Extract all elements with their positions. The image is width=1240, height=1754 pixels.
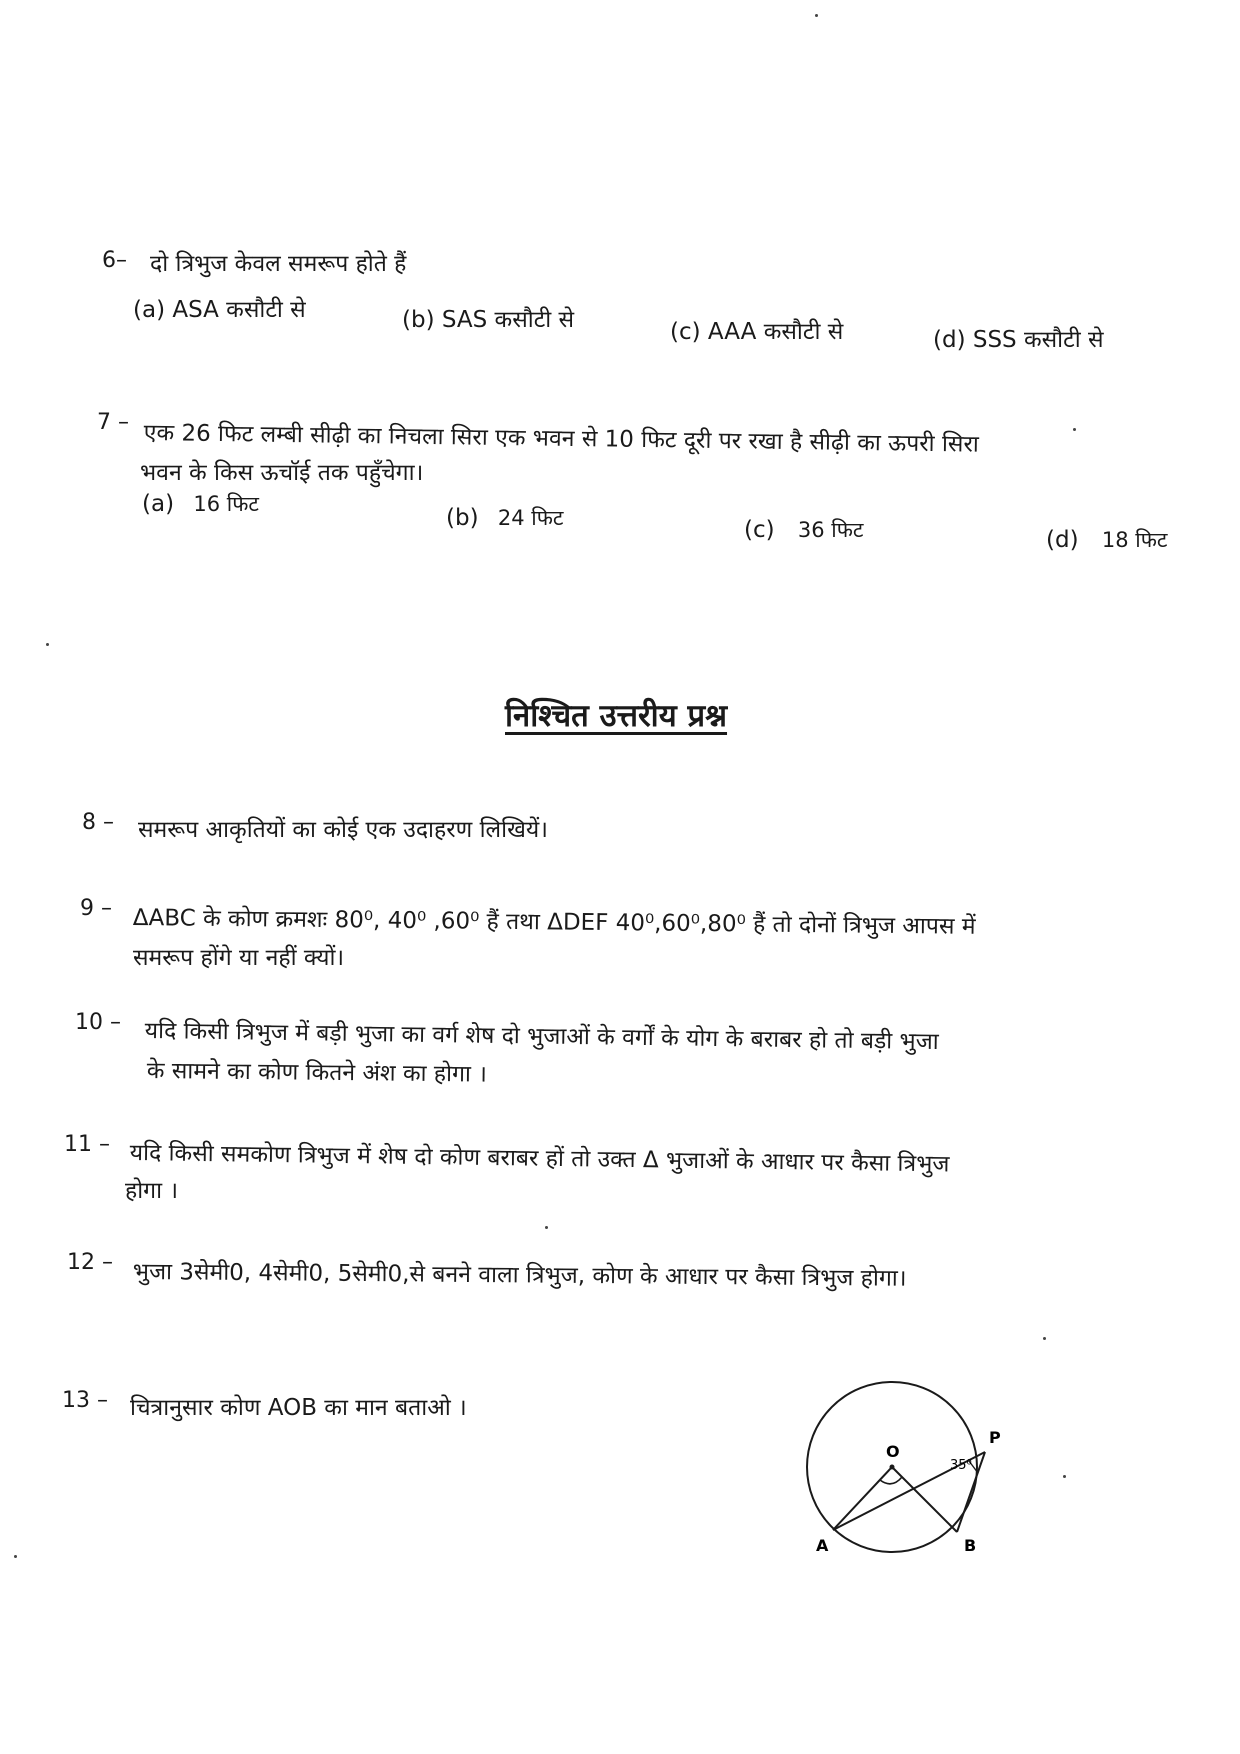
scan-speck [1043, 1337, 1046, 1340]
scan-speck [14, 1555, 17, 1558]
question-8-number: 8 – [82, 810, 114, 835]
radius-ob [892, 1467, 957, 1532]
question-6-text: दो त्रिभुज केवल समरूप होते हैं [150, 251, 407, 277]
option-a-label: (a) [142, 491, 175, 517]
question-11-line-2: होगा । [125, 1178, 179, 1204]
option-c-value: 36 फिट [797, 518, 864, 542]
question-6-option-a: (a) ASA कसौटी से [133, 297, 306, 323]
question-6-number: 6– [102, 248, 127, 273]
option-d-label: (d) [1046, 527, 1079, 553]
question-11-line-1: यदि किसी समकोण त्रिभुज में शेष दो कोण बराबर हों तो उक्त Δ भुजाओं के आधार पर कैसा त्रिभुज [129, 1139, 950, 1178]
center-point [890, 1465, 895, 1470]
question-7-line-1: एक 26 फिट लम्बी सीढ़ी का निचला सिरा एक भवन से 10 फिट दूरी पर रखा है सीढ़ी का ऊपरी सिरा [143, 419, 979, 458]
label-b: B [964, 1536, 977, 1555]
question-7-option-a [142, 490, 259, 518]
question-6-option-b: (b) SAS कसौटी से [402, 307, 575, 333]
question-9-line-1: ΔABC के कोण क्रमशः 80⁰, 40⁰ ,60⁰ हैं तथा ΔDEF 40⁰,60⁰,80⁰ हैं तो दोनों त्रिभुज आपस में [132, 904, 976, 940]
label-o: O [886, 1442, 900, 1461]
label-angle-35: 35⁰ [950, 1458, 972, 1473]
question-6-option-c: (c) AAA कसौटी से [670, 319, 844, 345]
label-p: P [989, 1428, 1001, 1447]
scan-speck [545, 1226, 548, 1229]
question-10-number: 10 – [75, 1010, 121, 1035]
question-7-option-c [744, 516, 864, 544]
option-a-value: 16 फिट [193, 492, 259, 516]
question-8-line-1: समरूप आकृतियों का कोई एक उदाहरण लिखियें। [138, 817, 548, 843]
question-9-number: 9 – [80, 896, 112, 921]
scan-speck [1073, 428, 1076, 431]
question-12-number: 12 – [67, 1250, 113, 1275]
radius-oa [833, 1467, 892, 1530]
scan-speck [46, 643, 49, 646]
label-a: A [816, 1536, 829, 1555]
option-d-value: 18 फिट [1101, 528, 1168, 552]
question-7-number: 7 – [97, 410, 129, 435]
circle-figure [780, 1365, 1010, 1565]
question-11-number: 11 – [64, 1132, 110, 1157]
question-7-line-2: भवन के किस ऊचॉई तक पहुँचेगा। [140, 460, 424, 486]
scan-speck [815, 14, 818, 17]
question-7-option-b [446, 504, 563, 532]
question-7-option-d [1046, 526, 1167, 554]
option-b-value: 24 फिट [497, 506, 564, 530]
question-10-line-1: यदि किसी त्रिभुज में बड़ी भुजा का वर्ग शेष दो भुजाओं के वर्गों के योग के बराबर हो तो बड़ी भुजा [144, 1017, 939, 1056]
angle-aob-arc [880, 1477, 902, 1484]
option-b-label: (b) [446, 505, 479, 531]
question-13-number: 13 – [62, 1388, 108, 1413]
question-12-line-1: भुजा 3सेमी0, 4सेमी0, 5सेमी0,से बनने वाला त्रिभुज, कोण के आधार पर कैसा त्रिभुज होगा। [132, 1258, 907, 1292]
question-6-option-d: (d) SSS कसौटी से [933, 327, 1104, 353]
question-13-line-1: चित्रानुसार कोण AOB का मान बताओ । [130, 1395, 467, 1421]
question-9-line-2: समरूप होंगे या नहीं क्यों। [133, 945, 345, 971]
section-heading: निश्चित उत्तरीय प्रश्न [505, 698, 728, 734]
option-c-label: (c) [744, 517, 775, 543]
question-10-line-2: के सामने का कोण कितने अंश का होगा । [146, 1057, 488, 1088]
scan-speck [1063, 1475, 1066, 1478]
